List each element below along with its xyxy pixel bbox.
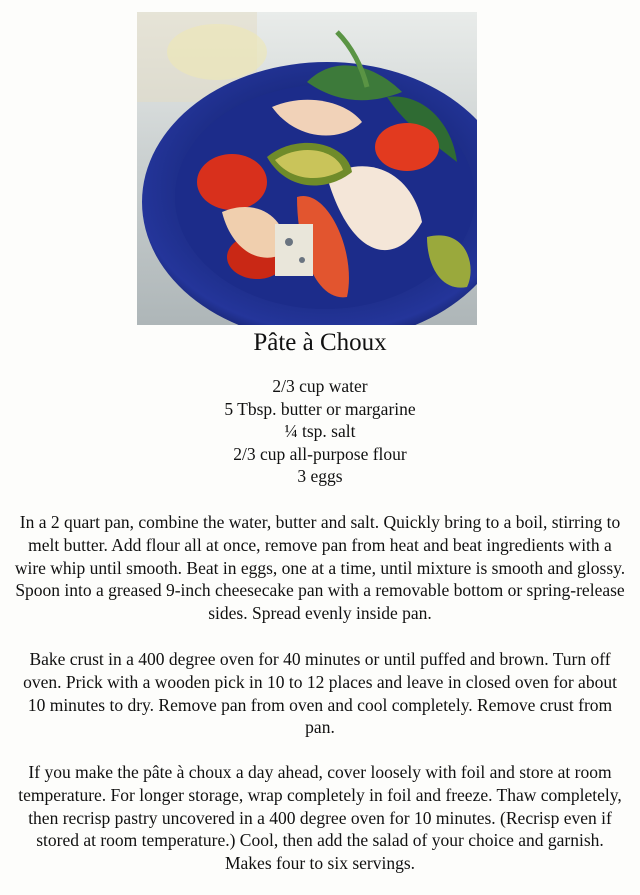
ingredient-item: 2/3 cup water — [272, 376, 368, 396]
ingredient-item: 2/3 cup all-purpose flour — [233, 443, 407, 464]
instructions-paragraph-storage: If you make the pâte à choux a day ahead, cover loosely with foil and store at room temperature. For longer storage, wrap completely in foil and freeze. Thaw completely, then recrisp pastry uncovered in a 400 degree oven for 10 minutes. (Recrisp even if stored at room temperature.) Cool, then add the salad of your choice and garnish. Makes four to six servings. — [18, 762, 622, 874]
instructions-paragraph-baking: Bake crust in a 400 degree oven for 40 minutes or until puffed and brown. Turn off oven. Prick with a wooden pick in 10 to 12 places and leave in closed oven for about 10 minutes to dry. Remove pan from oven and cool completely. Remove crust from pan. — [23, 649, 617, 738]
salad-illustration — [137, 12, 477, 325]
ingredient-item: 5 Tbsp. butter or margarine — [224, 398, 416, 419]
salad-photo — [137, 12, 477, 325]
instructions-paragraph-mixing: In a 2 quart pan, combine the water, butter and salt. Quickly bring to a boil, stirring to melt butter. Add flour all at once, remove pan from heat and beat ingredients with a wire whip until smooth. Beat in eggs, one at a time, until mixture is smooth and glossy. Spoon into a greased 9-inch cheesecake pan with a removable bottom or spring-release sides. Spread evenly inside pan. — [14, 512, 626, 624]
ingredient-item: ¼ tsp. salt — [284, 421, 356, 442]
ingredient-list — [0, 375, 640, 488]
recipe-title: Pâte à Choux — [253, 329, 387, 356]
ingredient-item: 3 eggs — [297, 466, 343, 487]
